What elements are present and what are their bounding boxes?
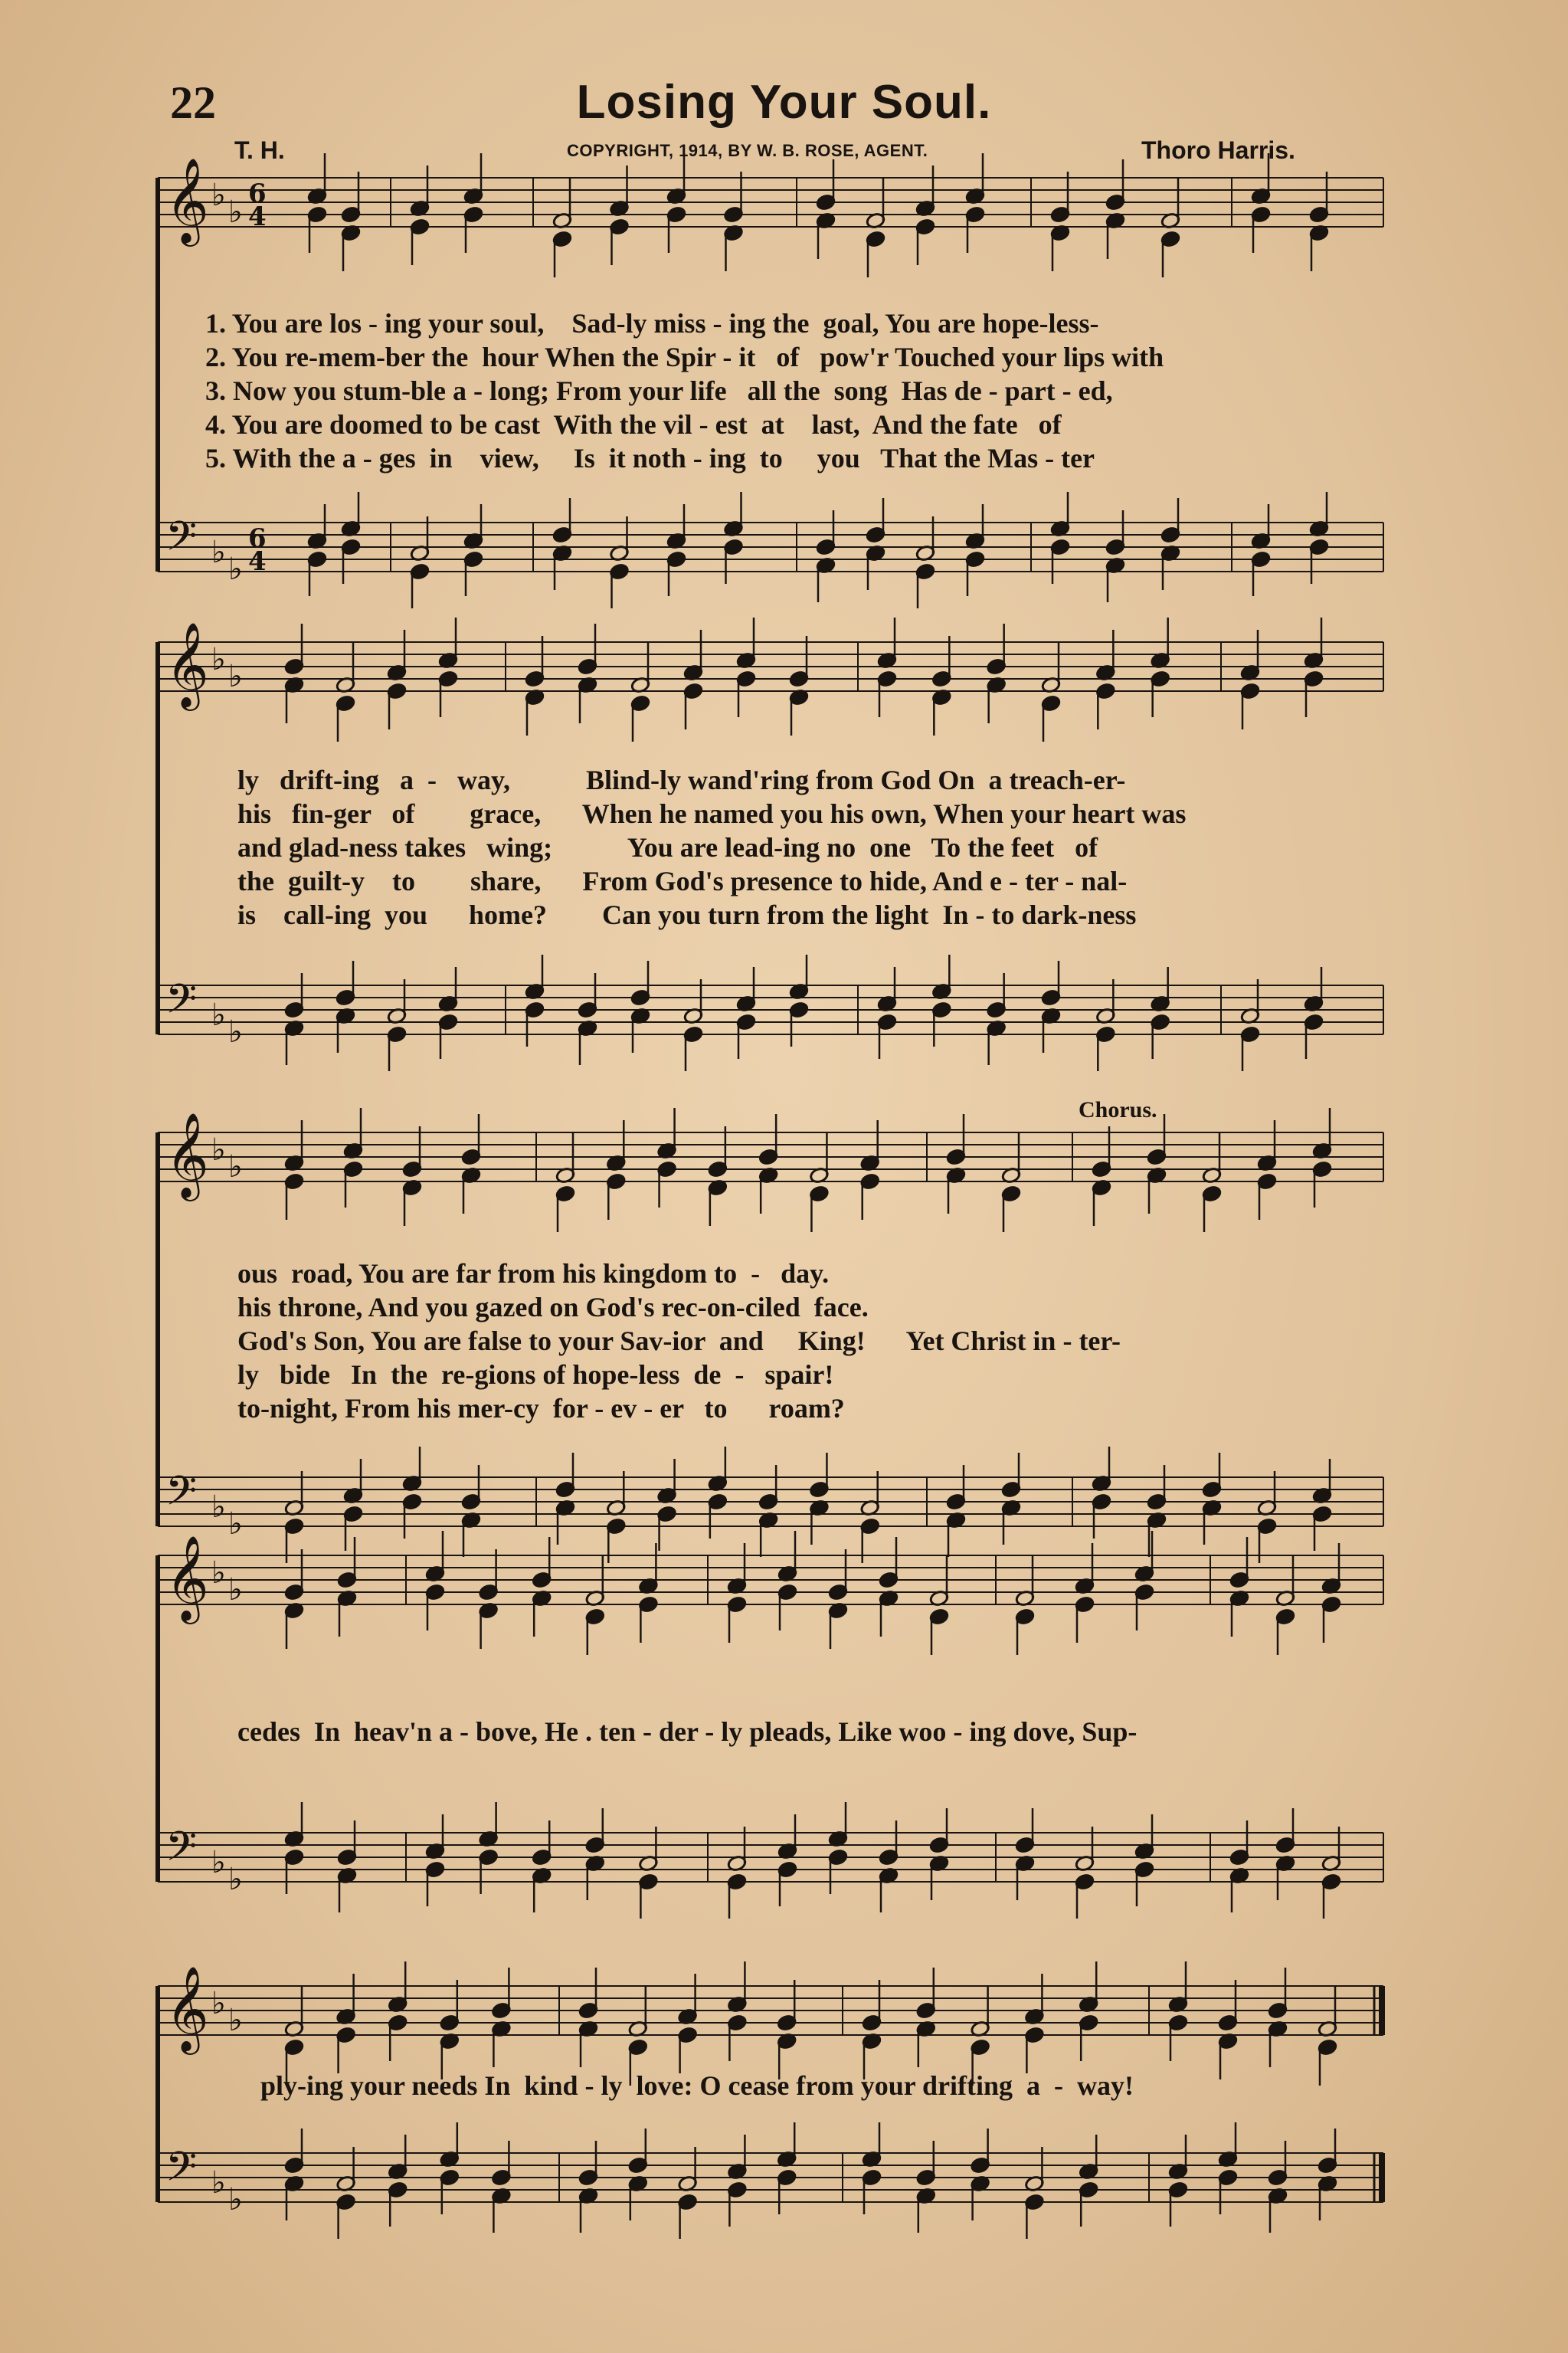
flat-sign-icon: ♭ (211, 998, 226, 1033)
bass-clef-icon: 𝄢 (165, 1468, 198, 1525)
flat-sign-icon: ♭ (211, 1132, 226, 1168)
time-signature: 4 (248, 202, 267, 232)
lyric-line: his throne, And you gazed on God's rec-on-ciled face. (237, 1292, 869, 1322)
flat-sign-icon: ♭ (228, 2182, 243, 2217)
bass-clef-icon: 𝄢 (165, 2144, 198, 2201)
lyric-line: and glad-ness takes wing; You are lead-ing no one To the feet of (237, 832, 1098, 863)
lyric-line: the guilt-y to share, From God's presence to hide, And e - ter - nal- (237, 866, 1128, 896)
flat-sign-icon: ♭ (228, 1862, 243, 1897)
treble-clef-icon: 𝄞 (165, 621, 209, 707)
lyric-line: God's Son, You are false to your Sav-ior and King! Yet Christ in - ter- (237, 1326, 1121, 1356)
copyright-notice: COPYRIGHT, 1914, BY W. B. ROSE, AGENT. (567, 141, 928, 160)
lyricist-initials: T. H. (234, 136, 285, 164)
time-signature: 4 (248, 546, 267, 577)
lyric-line: ly bide In the re-gions of hope-less de - spair! (237, 1359, 834, 1390)
chorus-label: Chorus. (1079, 1097, 1157, 1122)
flat-sign-icon: ♭ (211, 642, 226, 677)
flat-sign-icon: ♭ (228, 552, 243, 587)
flat-sign-icon: ♭ (228, 659, 243, 694)
flat-sign-icon: ♭ (211, 1489, 226, 1525)
flat-sign-icon: ♭ (228, 1014, 243, 1050)
time-signature: 6 (248, 179, 267, 209)
flat-sign-icon: ♭ (211, 1845, 226, 1880)
page-number: 22 (170, 77, 216, 128)
lyric-line: 5. With the a - ges in view, Is it noth - ing to you That the Mas - ter (205, 443, 1095, 474)
treble-clef-icon: 𝄞 (165, 157, 209, 243)
treble-clef-icon: 𝄞 (165, 1535, 209, 1621)
bass-clef-icon: 𝄢 (165, 1824, 198, 1880)
flat-sign-icon: ♭ (228, 1506, 243, 1542)
flat-sign-icon: ♭ (211, 1555, 226, 1591)
flat-sign-icon: ♭ (211, 1986, 226, 2021)
time-signature: 6 (248, 523, 267, 554)
composer-name: Thoro Harris. (1141, 136, 1295, 164)
lyric-line: ply-ing your needs In kind - ly love: O cease from your drifting a - way! (260, 2070, 1134, 2101)
flat-sign-icon: ♭ (228, 1572, 243, 1607)
lyric-line: 3. Now you stum-ble a - long; From your life all the song Has de - part - ed, (205, 375, 1113, 406)
lyric-line: 4. You are doomed to be cast With the vil - est at last, And the fate of (205, 409, 1062, 440)
bass-clef-icon: 𝄢 (165, 976, 198, 1033)
lyric-line: cedes In heav'n a - bove, He . ten - der - ly pleads, Like woo - ing dove, Sup- (237, 1716, 1138, 1747)
treble-clef-icon: 𝄞 (165, 1112, 209, 1198)
lyric-line: 2. You re-mem-ber the hour When the Spir - it of pow'r Touched your lips with (205, 342, 1164, 372)
lyric-line: is call-ing you home? Can you turn from the light In - to dark-ness (237, 900, 1137, 930)
lyric-line: 1. You are los - ing your soul, Sad-ly miss - ing the goal, You are hope-less- (205, 308, 1099, 339)
flat-sign-icon: ♭ (211, 535, 226, 570)
flat-sign-icon: ♭ (228, 195, 243, 230)
flat-sign-icon: ♭ (228, 1149, 243, 1185)
lyric-line: ly drift-ing a - way, Blind-ly wand'ring from God On a treach-er- (237, 765, 1126, 795)
hymn-title: Losing Your Soul. (576, 76, 992, 129)
flat-sign-icon: ♭ (228, 2003, 243, 2038)
flat-sign-icon: ♭ (211, 2165, 226, 2201)
flat-sign-icon: ♭ (211, 178, 226, 213)
lyric-line: ous road, You are far from his kingdom to - day. (237, 1258, 830, 1289)
lyric-line: to-night, From his mer-cy for - ev - er to roam? (237, 1393, 845, 1424)
bass-clef-icon: 𝄢 (165, 513, 198, 570)
lyric-line: his fin-ger of grace, When he named you his own, When your heart was (237, 798, 1187, 829)
treble-clef-icon: 𝄞 (165, 1965, 209, 2051)
